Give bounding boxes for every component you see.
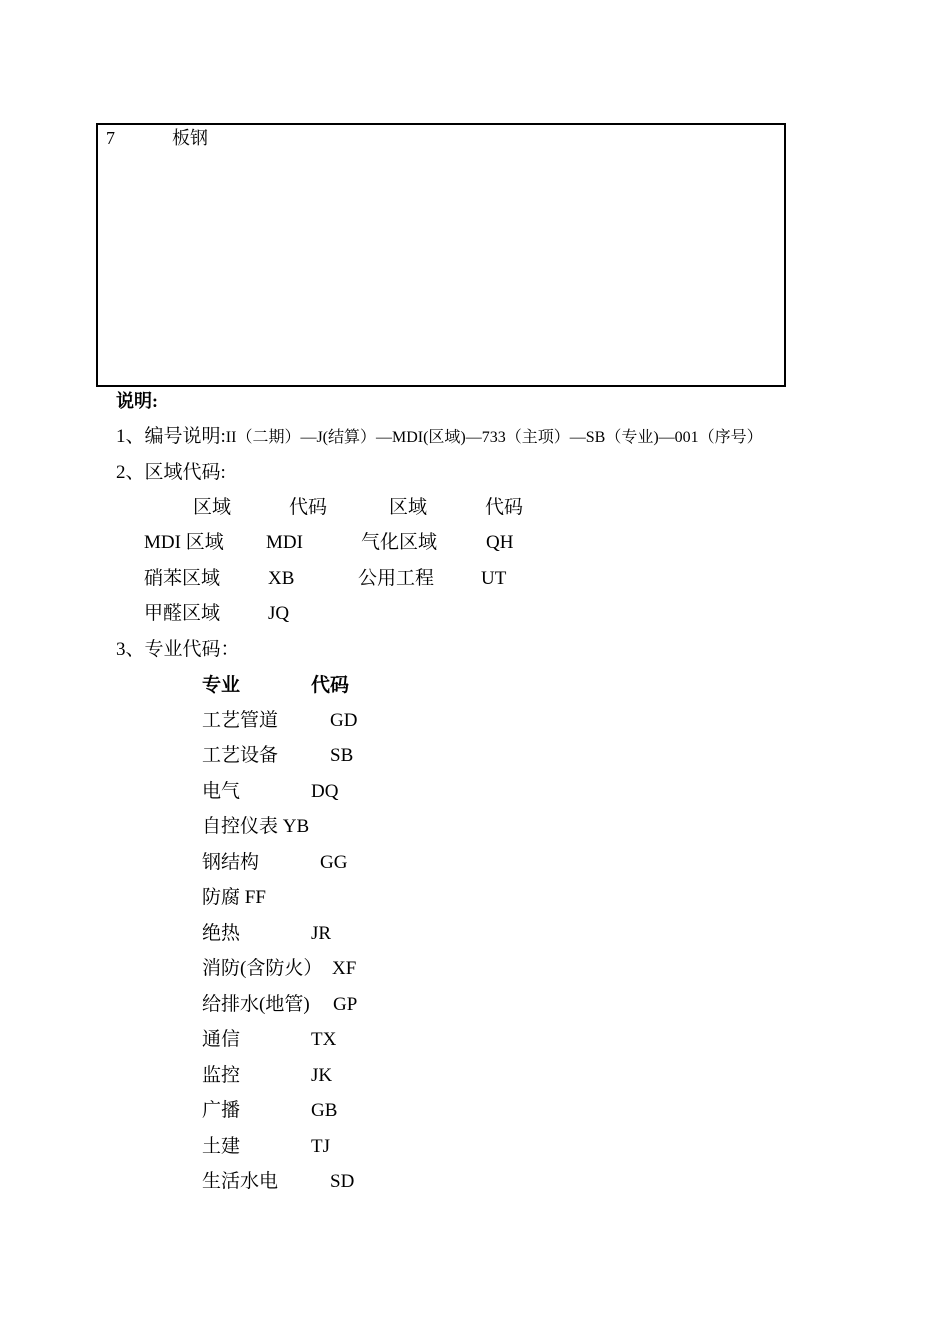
table-frame	[96, 123, 786, 387]
specialty-code: SB	[330, 745, 354, 766]
specialty-code: JR	[311, 923, 332, 944]
specialty-name: 电气	[202, 781, 241, 802]
specialty-code: TJ	[311, 1136, 330, 1157]
region-area: 公用工程	[358, 568, 435, 589]
specialty-code: XF	[332, 958, 357, 979]
specialty-name: 生活水电	[202, 1171, 279, 1192]
region-code: QH	[486, 532, 514, 553]
specialty-name: 工艺管道	[202, 710, 279, 731]
region-area: 硝苯区域	[144, 568, 221, 589]
specialty-header-name: 专业	[202, 675, 241, 696]
specialty-name: 工艺设备	[202, 745, 279, 766]
specialty-code: JK	[311, 1065, 333, 1086]
note-3-label: 3、专业代码：	[116, 639, 240, 660]
specialty-name: 自控仪表 YB	[202, 816, 310, 837]
specialty-name: 消防(含防火）	[202, 958, 323, 979]
specialty-name: 广播	[202, 1100, 241, 1121]
region-code: UT	[481, 568, 507, 589]
table-row-number: 7	[106, 128, 115, 148]
specialty-name: 监控	[202, 1065, 241, 1086]
notes-title: 说明:	[116, 391, 158, 411]
specialty-code: SD	[330, 1171, 355, 1192]
region-code: JQ	[268, 603, 290, 624]
region-code: MDI	[266, 532, 303, 553]
region-header-area-2: 区域	[389, 497, 428, 518]
specialty-code: GD	[330, 710, 358, 731]
specialty-name: 绝热	[202, 923, 241, 944]
specialty-name: 钢结构	[202, 852, 260, 873]
region-header-code-2: 代码	[485, 497, 524, 518]
specialty-name: 给排水(地管)	[202, 994, 310, 1015]
specialty-code: GB	[311, 1100, 338, 1121]
specialty-code: GG	[320, 852, 348, 873]
specialty-code: GP	[333, 994, 358, 1015]
region-code: XB	[268, 568, 295, 589]
specialty-name: 土建	[202, 1136, 241, 1157]
specialty-name: 通信	[202, 1029, 241, 1050]
note-1	[116, 427, 763, 446]
region-area: MDI 区域	[144, 532, 224, 553]
specialty-header-code: 代码	[311, 675, 350, 696]
note-1-text: II（二期）—J(结算）—MDI(区域)—733（主项）—SB（专业)—001（序号）	[225, 429, 763, 446]
region-header-code-1: 代码	[289, 497, 328, 518]
specialty-code: TX	[311, 1029, 337, 1050]
region-header-area-1: 区域	[193, 497, 232, 518]
note-2-label: 2、区域代码:	[116, 462, 226, 483]
specialty-name: 防腐 FF	[202, 887, 266, 908]
specialty-code: DQ	[311, 781, 339, 802]
region-area: 气化区域	[361, 532, 438, 553]
note-1-label: 1、编号说明:	[116, 426, 226, 447]
table-row-name: 板钢	[172, 128, 208, 148]
region-area: 甲醛区域	[144, 603, 221, 624]
